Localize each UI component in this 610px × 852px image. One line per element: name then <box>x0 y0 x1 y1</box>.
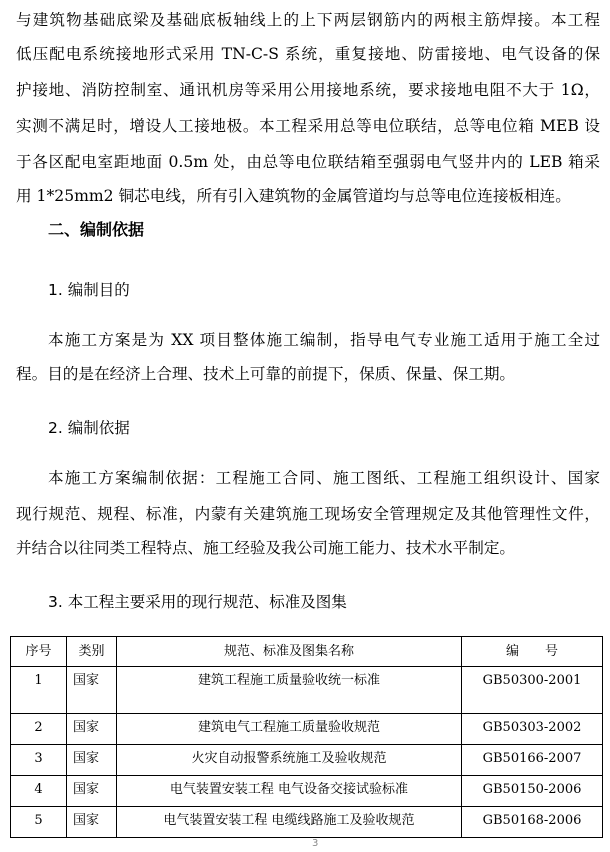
paragraph3-line-2: 现行规范、规程、标准，内蒙有关建筑施工现场安全管理规定及其他管理性文件， <box>16 505 600 523</box>
paragraph2-line-1: 本施工方案是为 XX 项目整体施工编制，指导电气专业施工适用于施工全过 <box>48 331 600 349</box>
row-code: GB50166-2007 <box>462 745 603 776</box>
subsection-heading-2: 2. 编制依据 <box>48 419 130 437</box>
table-header-row <box>11 637 603 667</box>
row-category: 国家 <box>67 807 117 838</box>
row-code: GB50300-2001 <box>462 667 603 714</box>
row-no: 2 <box>11 714 67 745</box>
paragraph1-line-1: 与建筑物基础底梁及基础底板轴线上的上下两层钢筋内的两根主筋焊接。本工程 <box>16 11 600 29</box>
row-no: 3 <box>11 745 67 776</box>
paragraph1-line-2: 低压配电系统接地形式采用 TN-C-S 系统，重复接地、防雷接地、电气设备的保 <box>16 45 600 63</box>
row-category: 国家 <box>67 714 117 745</box>
row-no: 4 <box>11 776 67 807</box>
paragraph3-line-1: 本施工方案编制依据：工程施工合同、施工图纸、工程施工组织设计、国家 <box>48 469 600 487</box>
paragraph1-line-3: 护接地、消防控制室、通讯机房等采用公用接地系统，要求接地电阻不大于 1Ω， <box>16 81 600 99</box>
table-row <box>11 776 603 807</box>
table-row <box>11 807 603 838</box>
row-name: 建筑工程施工质量验收统一标准 <box>117 667 462 714</box>
header-code: 编 号 <box>462 637 603 667</box>
section-heading-2: 二、编制依据 <box>48 220 145 239</box>
row-category: 国家 <box>67 667 117 714</box>
table-row <box>11 667 603 714</box>
table-row <box>11 745 603 776</box>
subsection-heading-1: 1. 编制目的 <box>48 281 130 299</box>
paragraph1-line-4: 实测不满足时，增设人工接地极。本工程采用总等电位联结，总等电位箱 MEB 设 <box>16 117 600 135</box>
table-row <box>11 714 603 745</box>
paragraph1-line-5: 于各区配电室距地面 0.5m 处，由总等电位联结箱至强弱电气竖井内的 LEB 箱采 <box>16 153 600 171</box>
subsection-heading-3: 3. 本工程主要采用的现行规范、标准及图集 <box>48 593 347 611</box>
paragraph2-line-2: 程。目的是在经济上合理、技术上可靠的前提下，保质、保量、保工期。 <box>16 365 516 383</box>
row-code: GB50303-2002 <box>462 714 603 745</box>
standards-table <box>10 636 603 838</box>
row-category: 国家 <box>67 776 117 807</box>
row-name: 电气装置安装工程 电缆线路施工及验收规范 <box>117 807 462 838</box>
row-category: 国家 <box>67 745 117 776</box>
row-no: 1 <box>11 667 67 714</box>
paragraph3-line-3: 并结合以往同类工程特点、施工经验及我公司施工能力、技术水平制定。 <box>16 539 516 557</box>
header-no: 序号 <box>11 637 67 667</box>
row-no: 5 <box>11 807 67 838</box>
row-code: GB50150-2006 <box>462 776 603 807</box>
row-code: GB50168-2006 <box>462 807 603 838</box>
paragraph1-line-6: 用 1*25mm2 铜芯电线，所有引入建筑物的金属管道均与总等电位连接板相连。 <box>16 187 571 205</box>
header-name: 规范、标准及图集名称 <box>117 637 462 667</box>
row-name: 建筑电气工程施工质量验收规范 <box>117 714 462 745</box>
row-name: 火灾自动报警系统施工及验收规范 <box>117 745 462 776</box>
header-category: 类别 <box>67 637 117 667</box>
page-number: 3 <box>312 838 319 849</box>
row-name: 电气装置安装工程 电气设备交接试验标准 <box>117 776 462 807</box>
